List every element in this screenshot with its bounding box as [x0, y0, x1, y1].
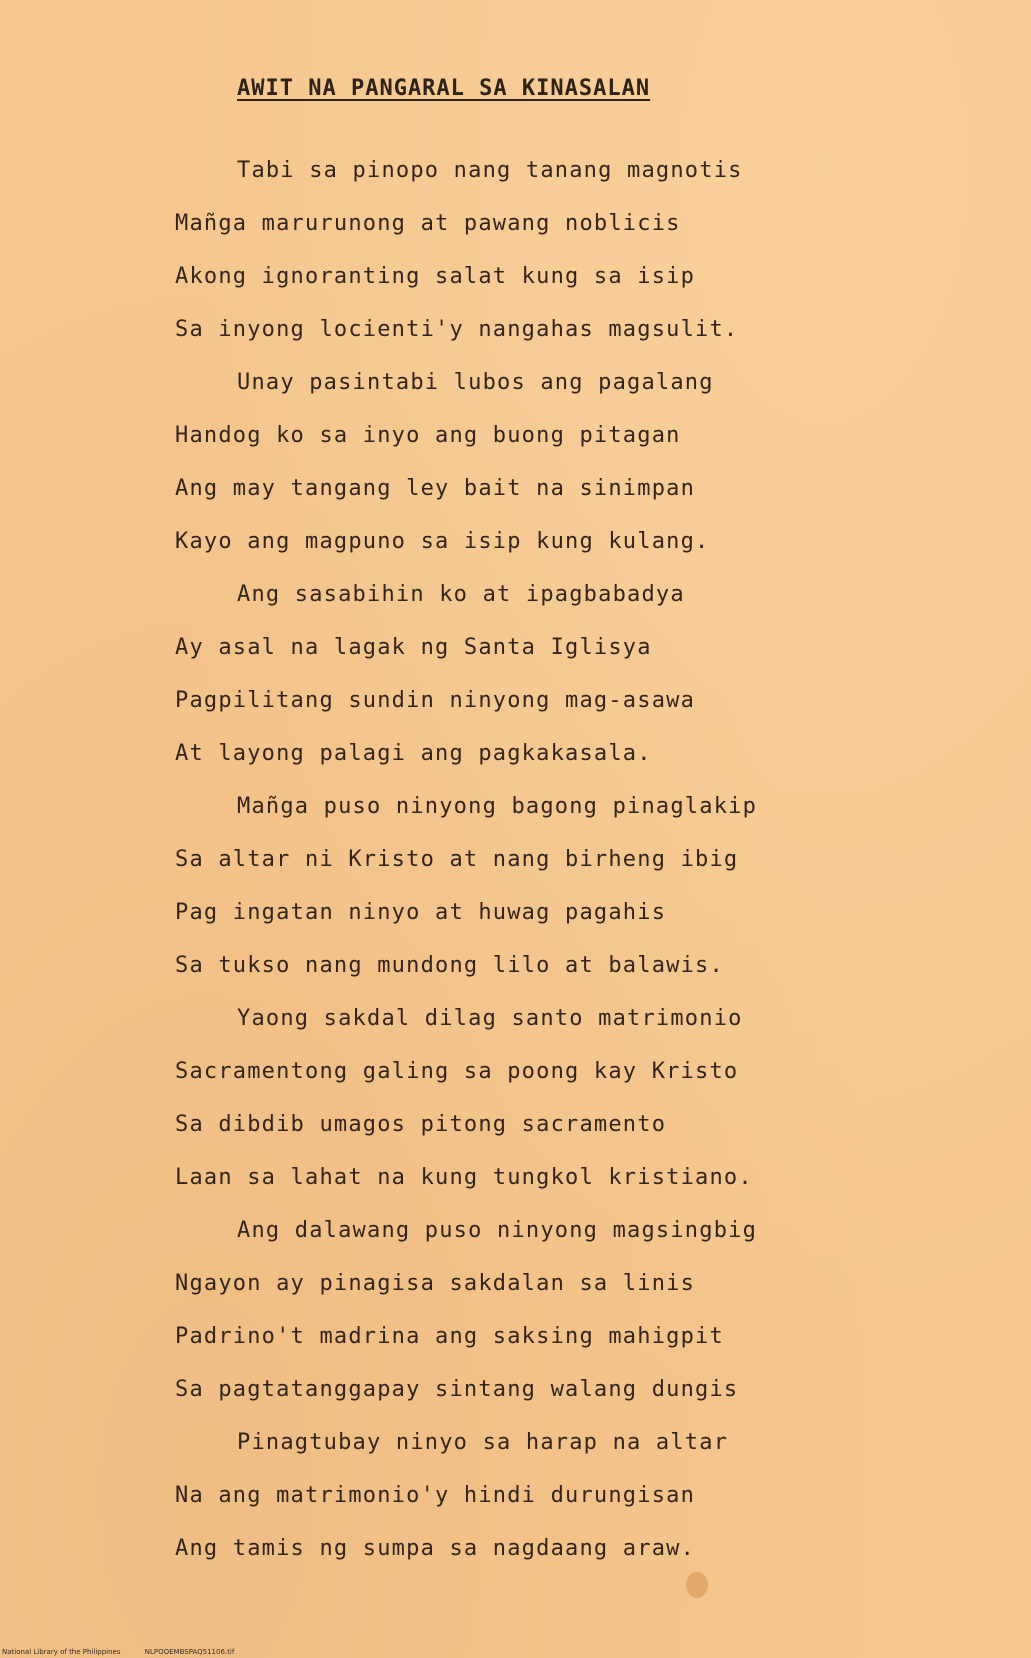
footer-institution: National Library of the Philippines [2, 1648, 121, 1656]
poem-line: Sa dibdib umagos pitong sacramento [175, 1112, 667, 1137]
stanza [175, 794, 975, 1006]
poem-line: Yaong sakdal dilag santo matrimonio [237, 1006, 743, 1031]
poem-body [175, 158, 975, 1589]
poem-line: Sa tukso nang mundong lilo at balawis. [175, 953, 724, 978]
poem-title: AWIT NA PANGARAL SA KINASALAN [237, 76, 651, 101]
poem-line: Ang may tangang ley bait na sinimpan [175, 476, 696, 501]
poem-line: Ngayon ay pinagisa sakdalan sa linis [175, 1271, 696, 1296]
footer-file-id: NLPOOEMBSPAQ51106.tif [144, 1648, 235, 1656]
poem-line: Laan sa lahat na kung tungkol kristiano. [175, 1165, 753, 1190]
poem-line: Kayo ang magpuno sa isip kung kulang. [175, 529, 710, 554]
stanza [175, 158, 975, 370]
poem-line: Handog ko sa inyo ang buong pitagan [175, 423, 681, 448]
stanza [175, 1006, 975, 1218]
poem-line: Sa inyong locienti'y nangahas magsulit. [175, 317, 739, 342]
scan-footer [2, 1648, 256, 1657]
poem-line: Sa altar ni Kristo at nang birheng ibig [175, 847, 739, 872]
poem-line: Pag ingatan ninyo at huwag pagahis [175, 900, 667, 925]
poem-line: Sa pagtatanggapay sintang walang dungis [175, 1377, 739, 1402]
ink-stain [686, 1572, 708, 1598]
stanza [175, 370, 975, 582]
poem-line: Sacramentong galing sa poong kay Kristo [175, 1059, 739, 1084]
poem-line: Mañga puso ninyong bagong pinaglakip [237, 794, 758, 819]
stanza [175, 1430, 975, 1589]
poem-line: Mañga marurunong at pawang noblicis [175, 211, 681, 236]
poem-line: Tabi sa pinopo nang tanang magnotis [237, 158, 743, 183]
poem-line: Akong ignoranting salat kung sa isip [175, 264, 696, 289]
poem-line: Padrino't madrina ang saksing mahigpit [175, 1324, 724, 1349]
poem-line: Unay pasintabi lubos ang pagalang [237, 370, 714, 395]
poem-line: Ang dalawang puso ninyong magsingbig [237, 1218, 758, 1243]
poem-line: Pinagtubay ninyo sa harap na altar [237, 1430, 729, 1455]
poem-line: Na ang matrimonio'y hindi durungisan [175, 1483, 696, 1508]
stanza [175, 1218, 975, 1430]
poem-line: Ang tamis ng sumpa sa nagdaang araw. [175, 1536, 696, 1561]
poem-line: Ay asal na lagak ng Santa Iglisya [175, 635, 652, 660]
poem-line: At layong palagi ang pagkakasala. [175, 741, 652, 766]
stanza [175, 582, 975, 794]
poem-line: Pagpilitang sundin ninyong mag-asawa [175, 688, 696, 713]
poem-line: Ang sasabihin ko at ipagbabadya [237, 582, 685, 607]
